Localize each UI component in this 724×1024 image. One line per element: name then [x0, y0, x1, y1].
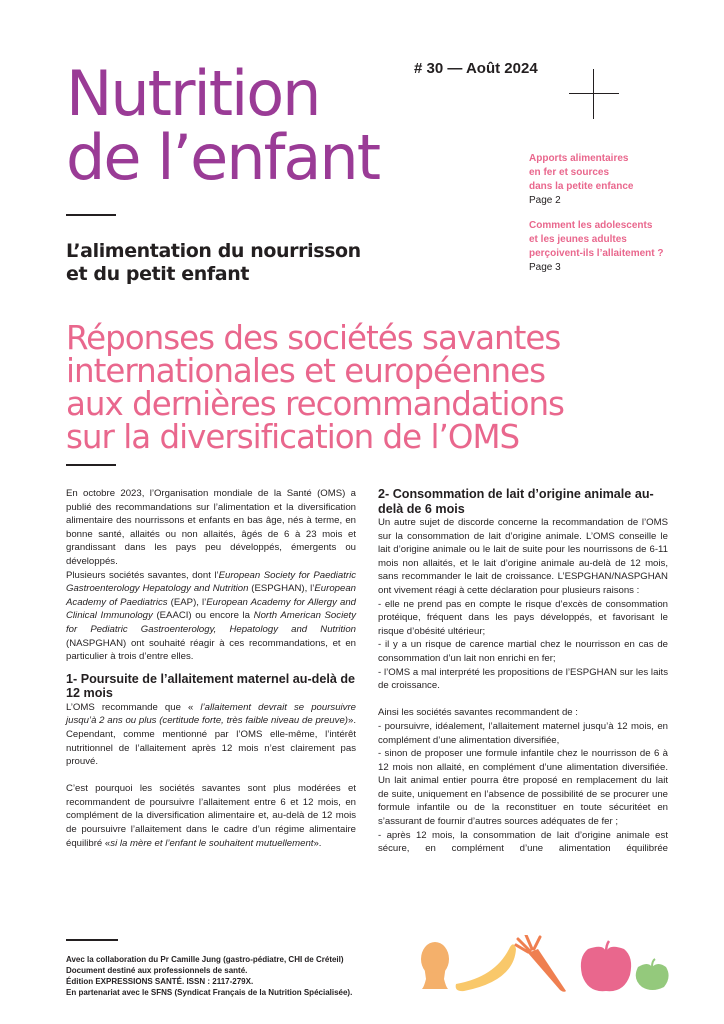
egg-cup-icon	[421, 942, 449, 989]
issue-number-date: # 30 — Août 2024	[414, 60, 538, 77]
teaser-title-line: en fer et sources	[529, 167, 610, 178]
section-1-heading: 1- Poursuite de l’allaitement maternel au-delà de 12 mois	[66, 671, 356, 701]
headline-line: internationales et européennes	[66, 352, 546, 390]
banana-icon	[456, 944, 516, 991]
footer-line: En partenariat avec le SFNS (Syndicat Français de la Nutrition Spécialisée).	[66, 988, 353, 997]
crosshair-mark-horizontal	[569, 93, 619, 94]
footer-line: Document destiné aux professionnels de santé.	[66, 966, 248, 975]
section-2-paragraph-2: Ainsi les sociétés savantes recommandent de :	[378, 707, 578, 719]
teaser-page-ref: Page 2	[529, 195, 561, 206]
small-apple-icon	[636, 959, 669, 990]
teaser-title-line: et les jeunes adultes	[529, 234, 627, 245]
section-2-paragraph-1: Un autre sujet de discorde concerne la recommandation de l’OMS sur la consommation de lait d’origine animale. L’OMS conseille le lait d’origine animale ou le lait de suite pour les nourrissons de 6-11 mois non allaités, et le lait d’origine animale au-delà de 12 mois, sans recommander le lait de croissance. L’ESPGHAN/NASPGHAN ont vivement réagi à cette déclaration pour plusieurs raisons :	[378, 517, 668, 596]
teaser-title-line: Apports alimentaires	[529, 153, 629, 164]
headline-line: sur la diversification de l’OMS	[66, 418, 520, 456]
footer-divider	[66, 939, 118, 941]
recommendation-item: - poursuivre, idéalement, l’allaitement maternel jusqu’à 12 mois, en complément d’une alimentation diversifiée,	[378, 720, 668, 746]
teaser-page-3[interactable]	[529, 219, 689, 275]
apple-icon	[581, 941, 631, 991]
food-illustration	[410, 935, 670, 995]
section-1-paragraph-2: C’est pourquoi les sociétés savantes sont plus modérées et recommandent de poursuivre l’allaitement entre 6 et 12 mois, en complément de la diversification alimentaire et, au-delà de 12 mois de poursuivre l’allaitement dans le cadre d’un régime alimentaire équilibré «si la mère et l’enfant le souhaitent mutuellement».	[66, 783, 356, 849]
carrot-icon	[516, 935, 566, 992]
section-1-paragraph-1: L’OMS recommande que « l’allaitement devrait se poursuivre jusqu’à 2 ans ou plus (certitude forte, très faible niveau de preuve)». Cependant, comme mentionné par l’OMS elle-même, l’intérêt nutritionnel de l’allaitement après 12 mois n’est clairement pas prouvé.	[66, 701, 356, 768]
right-column	[378, 487, 668, 856]
reason-item: - l’OMS a mal interprété les propositions de l’ESPGHAN sur les laits de croissance.	[378, 666, 668, 692]
teaser-title-line: Comment les adolescents	[529, 220, 653, 231]
recommendation-item: - sinon de proposer une formule infantile chez le nourrisson de 6 à 12 mois non allaité, en complément d’une alimentation diversifiée. Un lait animal entier pourra être proposé en remplacement du lait de suite, uniquement en l’absence de possibilité de se procurer une formule infantile ou de la reconstituer en toute sécuritéet en s’assurant de fournir d’autres sources adéquates de fer ;	[378, 748, 668, 828]
publication-title	[66, 57, 380, 194]
left-column	[66, 487, 356, 850]
headline-line: Réponses des sociétés savantes	[66, 319, 561, 357]
teaser-page-2[interactable]	[529, 152, 689, 208]
headline-divider	[66, 464, 116, 466]
teaser-title-line: dans la petite enfance	[529, 181, 634, 192]
recommendation-item: - après 12 mois, la consommation de lait d’origine animale est sécure, en complément d’une alimentation équilibrée	[378, 829, 668, 855]
title-line-2: de l’enfant	[66, 121, 380, 194]
footer-line: Avec la collaboration du Pr Camille Jung (gastro-pédiatre, CHI de Créteil)	[66, 955, 344, 964]
subtitle-line-2: et du petit enfant	[66, 263, 250, 285]
footer-line: Édition EXPRESSIONS SANTÉ. ISSN : 2117-279X.	[66, 977, 254, 986]
publication-subtitle	[66, 240, 361, 286]
teaser-title-line: perçoivent-ils l’allaitement ?	[529, 248, 664, 259]
reason-item: - il y a un risque de carence martial chez le nourrisson en cas de consommation d’un lait non enrichi en fer;	[378, 639, 668, 664]
subtitle-line-1: L’alimentation du nourrisson	[66, 240, 361, 262]
footer-credits	[66, 954, 352, 998]
title-line-1: Nutrition	[66, 57, 320, 130]
reason-item: - elle ne prend pas en compte le risque d’excès de consommation protéique, fréquent dans les pays développés, et favorisant le risque d’obésité ultérieur;	[378, 598, 668, 637]
teaser-page-ref: Page 3	[529, 262, 561, 273]
article-headline	[66, 319, 666, 456]
headline-line: aux dernières recommandations	[66, 385, 564, 423]
intro-paragraph-1: En octobre 2023, l’Organisation mondiale de la Santé (OMS) a publié des recommandations sur l’alimentation et la diversification alimentaire des nourrissons et enfants en bas âge, nés à terme, en bonne santé, allaités ou non allaités, âgés de 6 à 23 mois et grandissant dans les pays peu développés, émergents ou développés.	[66, 488, 356, 567]
section-2-heading: 2- Consommation de lait d’origine animale au-delà de 6 mois	[378, 487, 654, 516]
intro-paragraph-2: Plusieurs sociétés savantes, dont l’European Society for Paediatric Gastroenterology Hepatology and Nutrition (ESPGHAN), l’European Academy of Paediatrics (EAP), l’European Academy for Allergy and Clinical Immunology (EAACI) ou encore la North American Society for Pediatric Gastroenterology, Hepatology and Nutrition (NASPGHAN) ont souhaité réagir à ces recommandations, et en particulier à trois d’entre elles.	[66, 569, 357, 663]
title-divider	[66, 214, 116, 216]
